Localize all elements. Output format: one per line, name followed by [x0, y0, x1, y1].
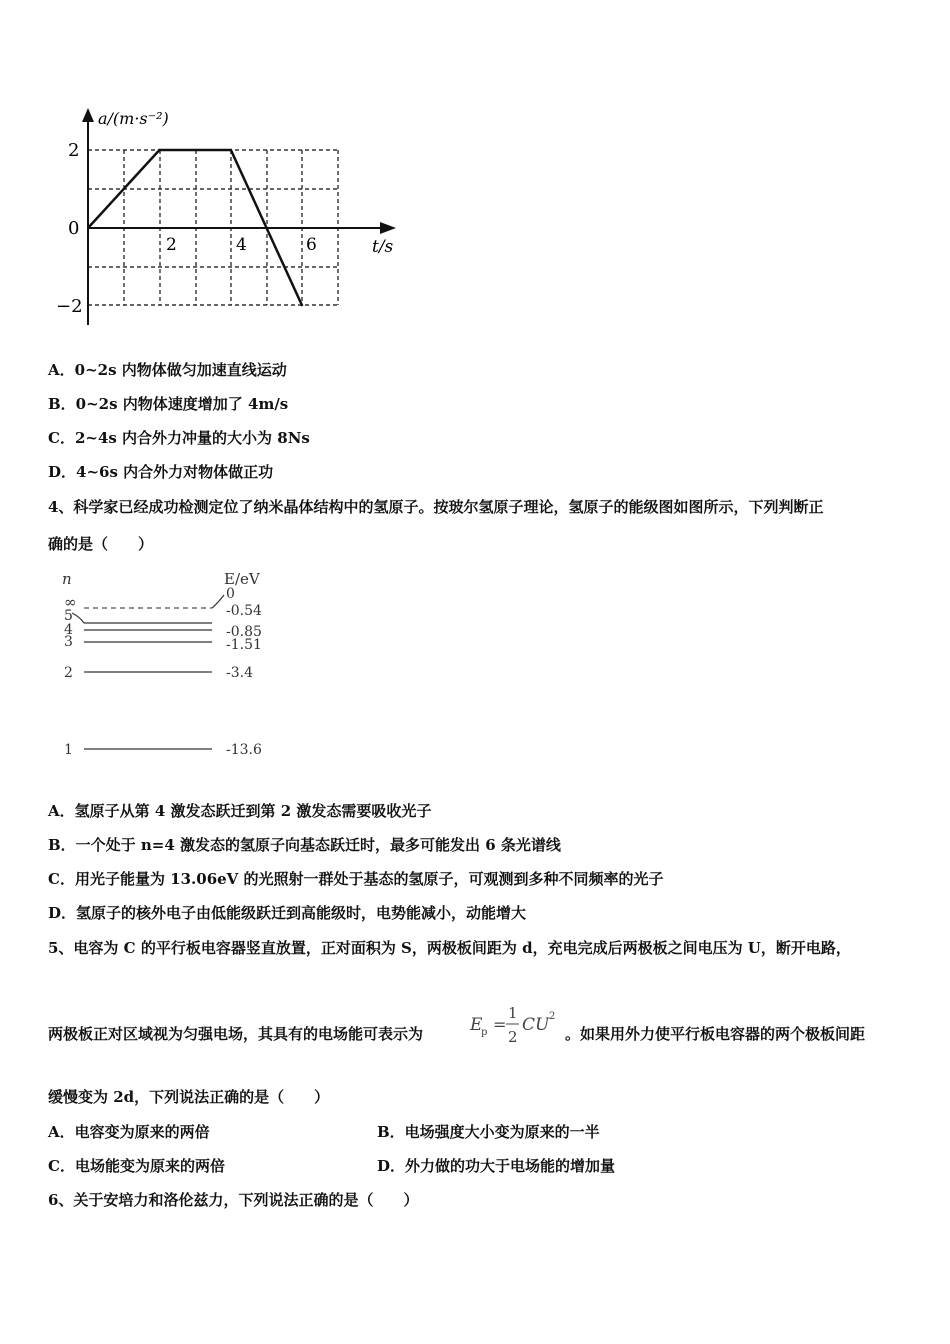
- level-4-n: 4: [64, 622, 73, 638]
- q5-option-d[interactable]: D．外力做的功大于电场能的增加量: [377, 1157, 616, 1175]
- y-axis-label: a/(m·s⁻²): [98, 109, 169, 128]
- level-2-e: -3.4: [226, 665, 253, 681]
- level-1-e: -13.6: [226, 742, 262, 758]
- q5-stem-line3: 缓慢变为 2d，下列说法正确的是（ ）: [48, 1088, 330, 1106]
- q5-stem-line2-end: 。如果用外力使平行板电容器的两个极板间距: [565, 1025, 866, 1043]
- q5-option-c[interactable]: C．电场能变为原来的两倍: [48, 1157, 225, 1175]
- q5-option-a[interactable]: A．电容变为原来的两倍: [48, 1123, 210, 1141]
- y-tick-0: 0: [68, 218, 80, 239]
- q5-stem-line2-start: 两极板正对区域视为匀强电场，其具有的电场能可表示为: [48, 1025, 424, 1043]
- acceleration-time-graph: [48, 100, 408, 335]
- q6-stem: 6、关于安培力和洛伦兹力，下列说法正确的是（ ）: [48, 1191, 419, 1209]
- q3-option-d[interactable]: D．4~6s 内合外力对物体做正功: [48, 463, 274, 481]
- y-tick-neg2: −2: [56, 296, 83, 317]
- formula-lhs: E: [470, 1015, 483, 1035]
- x-axis-label: t/s: [372, 237, 394, 257]
- q4-option-d[interactable]: D．氢原子的核外电子由低能级跃迁到高能级时，电势能减小，动能增大: [48, 904, 527, 922]
- e-header: E/eV: [224, 570, 260, 588]
- q5-stem-line1: 5、电容为 C 的平行板电容器竖直放置，正对面积为 S，两极板间距为 d，充电完成后两极板之间电压为 U，断开电路，: [48, 939, 851, 957]
- energy-formula: [468, 1000, 563, 1050]
- q4-stem-line2: 确的是（ ）: [48, 535, 154, 553]
- q4-option-b[interactable]: B．一个处于 n=4 激发态的氢原子向基态跃迁时，最多可能发出 6 条光谱线: [48, 836, 561, 854]
- y-tick-2: 2: [68, 140, 80, 161]
- x-axis-arrow-icon: [380, 222, 396, 234]
- level-4-e: -0.85: [226, 624, 262, 640]
- formula-sup: 2: [549, 1011, 556, 1022]
- formula-eq: =: [493, 1015, 507, 1034]
- q4-option-a[interactable]: A．氢原子从第 4 激发态跃迁到第 2 激发态需要吸收光子: [48, 802, 432, 820]
- formula-rhs: CU: [522, 1015, 550, 1035]
- level-3-e: -1.51: [226, 637, 262, 653]
- n-header: n: [62, 570, 72, 588]
- level-5-n: 5: [64, 608, 73, 624]
- q3-option-a[interactable]: A．0~2s 内物体做匀加速直线运动: [48, 361, 287, 379]
- level-inf-e: 0: [226, 586, 235, 602]
- q4-option-c[interactable]: C．用光子能量为 13.06eV 的光照射一群处于基态的氢原子，可观测到多种不同频率的光子: [48, 870, 664, 888]
- x-tick-4: 4: [236, 235, 247, 255]
- q3-option-b[interactable]: B．0~2s 内物体速度增加了 4m/s: [48, 395, 289, 413]
- level-3-n: 3: [64, 634, 73, 650]
- y-axis-arrow-icon: [82, 108, 94, 122]
- level-2-n: 2: [64, 665, 73, 681]
- q4-stem-line1: 4、科学家已经成功检测定位了纳米晶体结构中的氢原子。按玻尔氢原子理论，氢原子的能级图如图所示，下列判断正: [48, 498, 824, 516]
- x-tick-2: 2: [166, 235, 177, 255]
- right-bracket-arrow-icon: [212, 595, 224, 608]
- level-5-e: -0.54: [226, 603, 262, 619]
- formula-sub: p: [481, 1027, 488, 1038]
- formula-num: 1: [508, 1004, 518, 1022]
- formula-den: 2: [508, 1028, 518, 1046]
- left-bracket-arrow-icon: [72, 613, 84, 623]
- q5-option-b[interactable]: B．电场强度大小变为原来的一半: [377, 1123, 600, 1141]
- x-tick-6: 6: [306, 235, 317, 255]
- q3-option-c[interactable]: C．2~4s 内合外力冲量的大小为 8Ns: [48, 429, 310, 447]
- level-1-n: 1: [64, 742, 73, 758]
- energy-level-diagram: [50, 565, 300, 765]
- level-inf-n: ∞: [64, 593, 77, 611]
